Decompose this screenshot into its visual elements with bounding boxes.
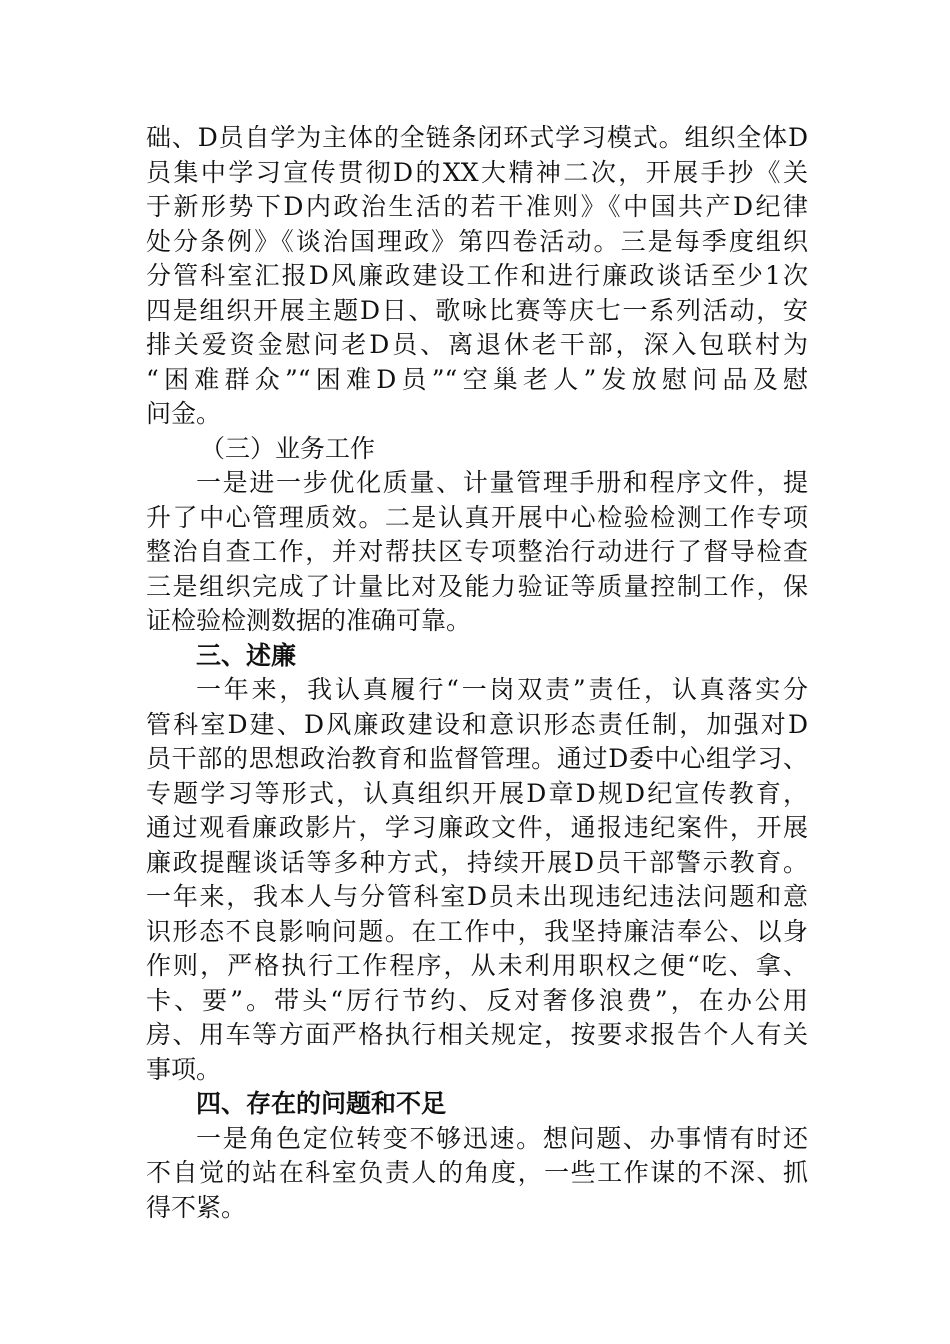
text-line: 廉政提醒谈话等多种方式，持续开展D员干部警示教育。 [146, 847, 808, 877]
text-line: 员干部的思想政治教育和监督管理。通过D委中心组学习、 [146, 744, 808, 773]
text-line: 管科室D建、D风廉政建设和意识形态责任制，加强对D [146, 709, 808, 739]
text-line: 通过观看廉政影片，学习廉政文件，通报违纪案件，开展 [146, 813, 808, 842]
text-line: 分管科室汇报D风廉政建设工作和进行廉政谈话至少1次 [146, 261, 808, 290]
text-line: 础、D员自学为主体的全链条闭环式学习模式。组织全体D [146, 123, 808, 152]
text-line: 排关爱资金慰问老D员、离退休老干部，深入包联村为 [146, 330, 808, 359]
text-line: 四是组织开展主题D日、歌咏比赛等庆七一系列活动，安 [146, 295, 808, 325]
section-heading-shulian: 三、述廉 [196, 640, 297, 670]
text-line: “困难群众”“困难D员”“空巢老人”发放慰问品及慰 [146, 364, 808, 394]
text-line: 作则，严格执行工作程序，从未利用职权之便“吃、拿、 [146, 951, 808, 980]
text-line: 证检验检测数据的准确可靠。 [146, 606, 472, 635]
text-line: 员集中学习宣传贯彻D的XX大精神二次，开展手抄《关 [146, 157, 808, 187]
text-line: 问金。 [146, 399, 222, 428]
section-heading-business: （三）业务工作 [200, 433, 376, 463]
text-line: 整治自查工作，并对帮扶区专项整治行动进行了督导检查 [146, 537, 808, 566]
text-line: 事项。 [146, 1054, 222, 1084]
text-line: 于新形势下D内政治生活的若干准则》《中国共产D纪律 [146, 192, 808, 221]
text-line: 卡、要”。带头“厉行节约、反对奢侈浪费”，在办公用 [146, 985, 808, 1015]
text-line: 三是组织完成了计量比对及能力验证等质量控制工作，保 [146, 571, 808, 601]
text-line: 专题学习等形式，认真组织开展D章D规D纪宣传教育， [146, 778, 808, 808]
text-line: 一是进一步优化质量、计量管理手册和程序文件，提 [196, 468, 808, 497]
document-body [146, 121, 808, 1225]
text-line: 房、用车等方面严格执行相关规定，按要求报告个人有关 [146, 1020, 808, 1049]
text-line: 识形态不良影响问题。在工作中，我坚持廉洁奉公、以身 [146, 916, 808, 946]
text-line: 一是角色定位转变不够迅速。想问题、办事情有时还 [196, 1123, 808, 1153]
text-line: 一年来，我认真履行“一岗双责”责任，认真落实分 [196, 675, 808, 704]
text-line: 不自觉的站在科室负责人的角度，一些工作谋的不深、抓 [146, 1158, 808, 1187]
text-line: 处分条例》《谈治国理政》第四卷活动。三是每季度组织 [146, 226, 808, 256]
section-heading-problems: 四、存在的问题和不足 [196, 1089, 447, 1118]
text-line: 得不紧。 [146, 1192, 247, 1222]
text-line: 一年来，我本人与分管科室D员未出现违纪违法问题和意 [146, 882, 808, 911]
text-line: 升了中心管理质效。二是认真开展中心检验检测工作专项 [146, 502, 808, 532]
